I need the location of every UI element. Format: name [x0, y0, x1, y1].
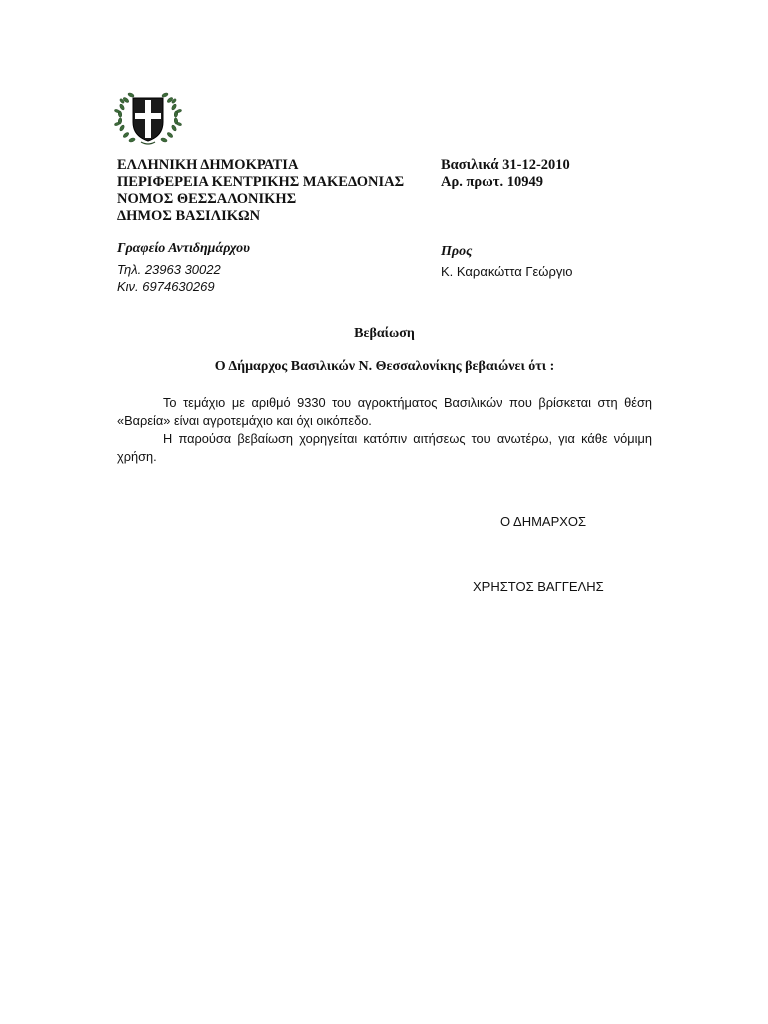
issuer-line-municipality: ΔΗΜΟΣ ΒΑΣΙΛΙΚΩΝ	[117, 208, 261, 224]
issuer-line-country: ΕΛΛΗΝΙΚΗ ΔΗΜΟΚΡΑΤΙΑ	[117, 157, 299, 173]
recipient-label: Προς	[441, 244, 473, 259]
document-preamble: Ο Δήμαρχος Βασιλικών Ν. Θεσσαλονίκης βεβαιώνει ότι :	[214, 359, 555, 374]
office-label: Γραφείο Αντιδημάρχου	[117, 241, 250, 256]
signer-title: Ο ΔΗΜΑΡΧΟΣ	[500, 514, 587, 529]
document-date: Βασιλικά 31-12-2010	[441, 157, 570, 173]
recipient-block	[441, 243, 572, 280]
document-body	[117, 394, 652, 466]
document-title: Βεβαίωση	[354, 326, 415, 341]
reference-block	[441, 157, 570, 191]
issuer-line-prefecture: ΝΟΜΟΣ ΘΕΣΣΑΛΟΝΙΚΗΣ	[117, 191, 297, 207]
issuer-block	[117, 157, 404, 225]
body-paragraph: Το τεμάχιο με αριθμό 9330 του αγροκτήματος Βασιλικών που βρίσκεται στη θέση «Βαρεία» είναι αγροτεμάχιο και όχι οικόπεδο.	[117, 395, 652, 428]
office-block	[117, 240, 250, 295]
office-mobile: Κιν. 6974630269	[117, 279, 215, 294]
body-paragraph: Η παρούσα βεβαίωση χορηγείται κατόπιν αιτήσεως του ανωτέρω, για κάθε νόμιμη χρήση.	[117, 431, 652, 464]
signer-name: ΧΡΗΣΤΟΣ ΒΑΓΓΕΛΗΣ	[473, 579, 604, 594]
issuer-line-region: ΠΕΡΙΦΕΡΕΙΑ ΚΕΝΤΡΙΚΗΣ ΜΑΚΕΔΟΝΙΑΣ	[117, 174, 405, 190]
recipient-name: Κ. Καρακώττα Γεώργιο	[441, 264, 573, 279]
office-phone: Τηλ. 23963 30022	[117, 262, 221, 277]
greek-coat-of-arms-icon	[113, 86, 183, 148]
protocol-number: Αρ. πρωτ. 10949	[441, 174, 543, 190]
